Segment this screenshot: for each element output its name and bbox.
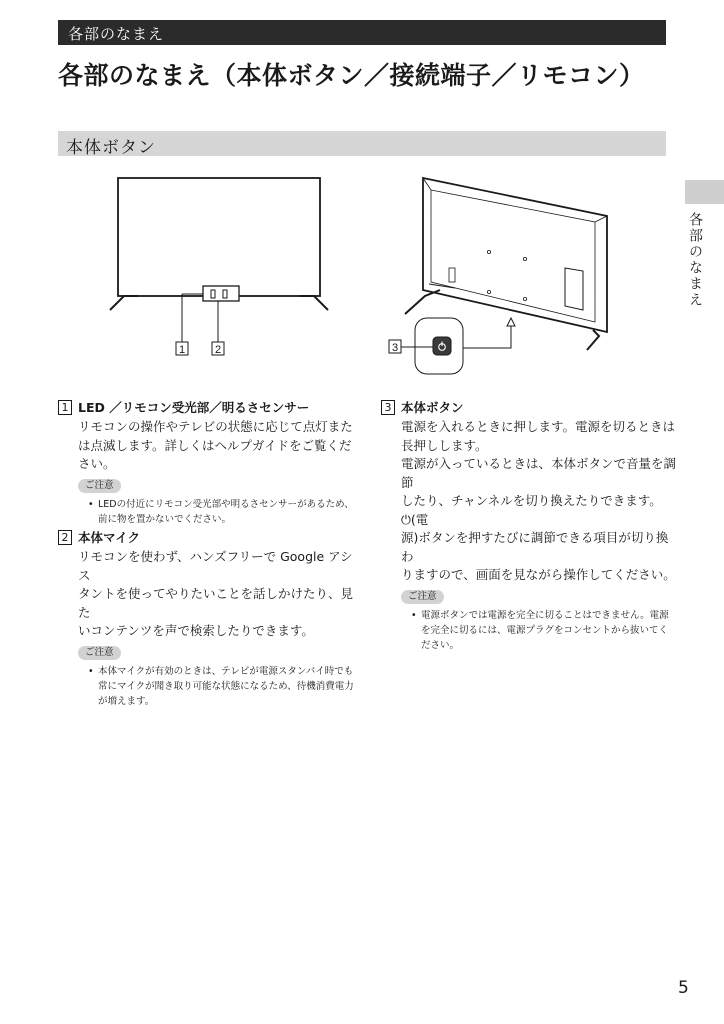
- caution-badge: ご注意: [78, 479, 121, 493]
- side-tab-label: 各部のなまえ: [687, 212, 703, 308]
- caution-badge: ご注意: [401, 590, 444, 604]
- item-description: リモコンの操作やテレビの状態に応じて点灯また は点滅します。詳しくはヘルプガイドをご覧くだ さい。: [78, 419, 353, 471]
- page-number: 5: [678, 978, 689, 998]
- callout-2: 2: [214, 344, 222, 356]
- caution-note: • LEDの付近にリモコン受光部や明るさセンサーがあるため、前に物を置かないでください。: [88, 497, 358, 527]
- section-heading: [58, 131, 666, 156]
- header-band-title: 各部のなまえ: [68, 25, 165, 43]
- item-microphone: [58, 528, 358, 709]
- item-description: 電源を入れるときに押します。電源を切るときは 長押しします。 電源が入っているときは、本体ボタンで音量を調節 したり、チャンネルを切り換えたりできます。⏻(電 源)ボタンを押すたびに調節できる項目が切り換わ りますので、画面を見ながら操作してください。: [401, 419, 677, 582]
- item-heading: 本体マイク: [78, 530, 141, 545]
- item-led-sensor: [58, 398, 358, 527]
- page-title: 各部のなまえ（本体ボタン／接続端子／リモコン）: [58, 61, 645, 90]
- item-heading: LED ／リモコン受光部／明るさセンサー: [78, 400, 310, 415]
- caution-badge: ご注意: [78, 646, 121, 660]
- tv-rear-illustration: [385, 172, 625, 382]
- item-number: 1: [58, 400, 72, 415]
- caution-note: • 本体マイクが有効のときは、テレビが電源スタンバイ時でも常にマイクが聞き取り可能な状態になるため、待機消費電力が増えます。: [88, 664, 358, 709]
- section-title: 本体ボタン: [66, 138, 156, 158]
- tv-front-illustration: [100, 172, 350, 362]
- header-band: [58, 20, 666, 45]
- item-number: 2: [58, 530, 72, 545]
- callout-3: 3: [391, 342, 399, 354]
- caution-note: • 電源ボタンでは電源を完全に切ることはできません。電源を完全に切るには、電源プラグをコンセントから抜いてください。: [411, 608, 677, 653]
- item-power-button: [381, 398, 677, 653]
- item-number: 3: [381, 400, 395, 415]
- item-heading: 本体ボタン: [401, 400, 464, 415]
- side-tab-marker: [685, 180, 724, 204]
- item-description: リモコンを使わず、ハンズフリーで Google アシス タントを使ってやりたいことを話しかけたり、見た いコンテンツを声で検索したりできます。: [78, 549, 354, 638]
- callout-1: 1: [178, 344, 186, 356]
